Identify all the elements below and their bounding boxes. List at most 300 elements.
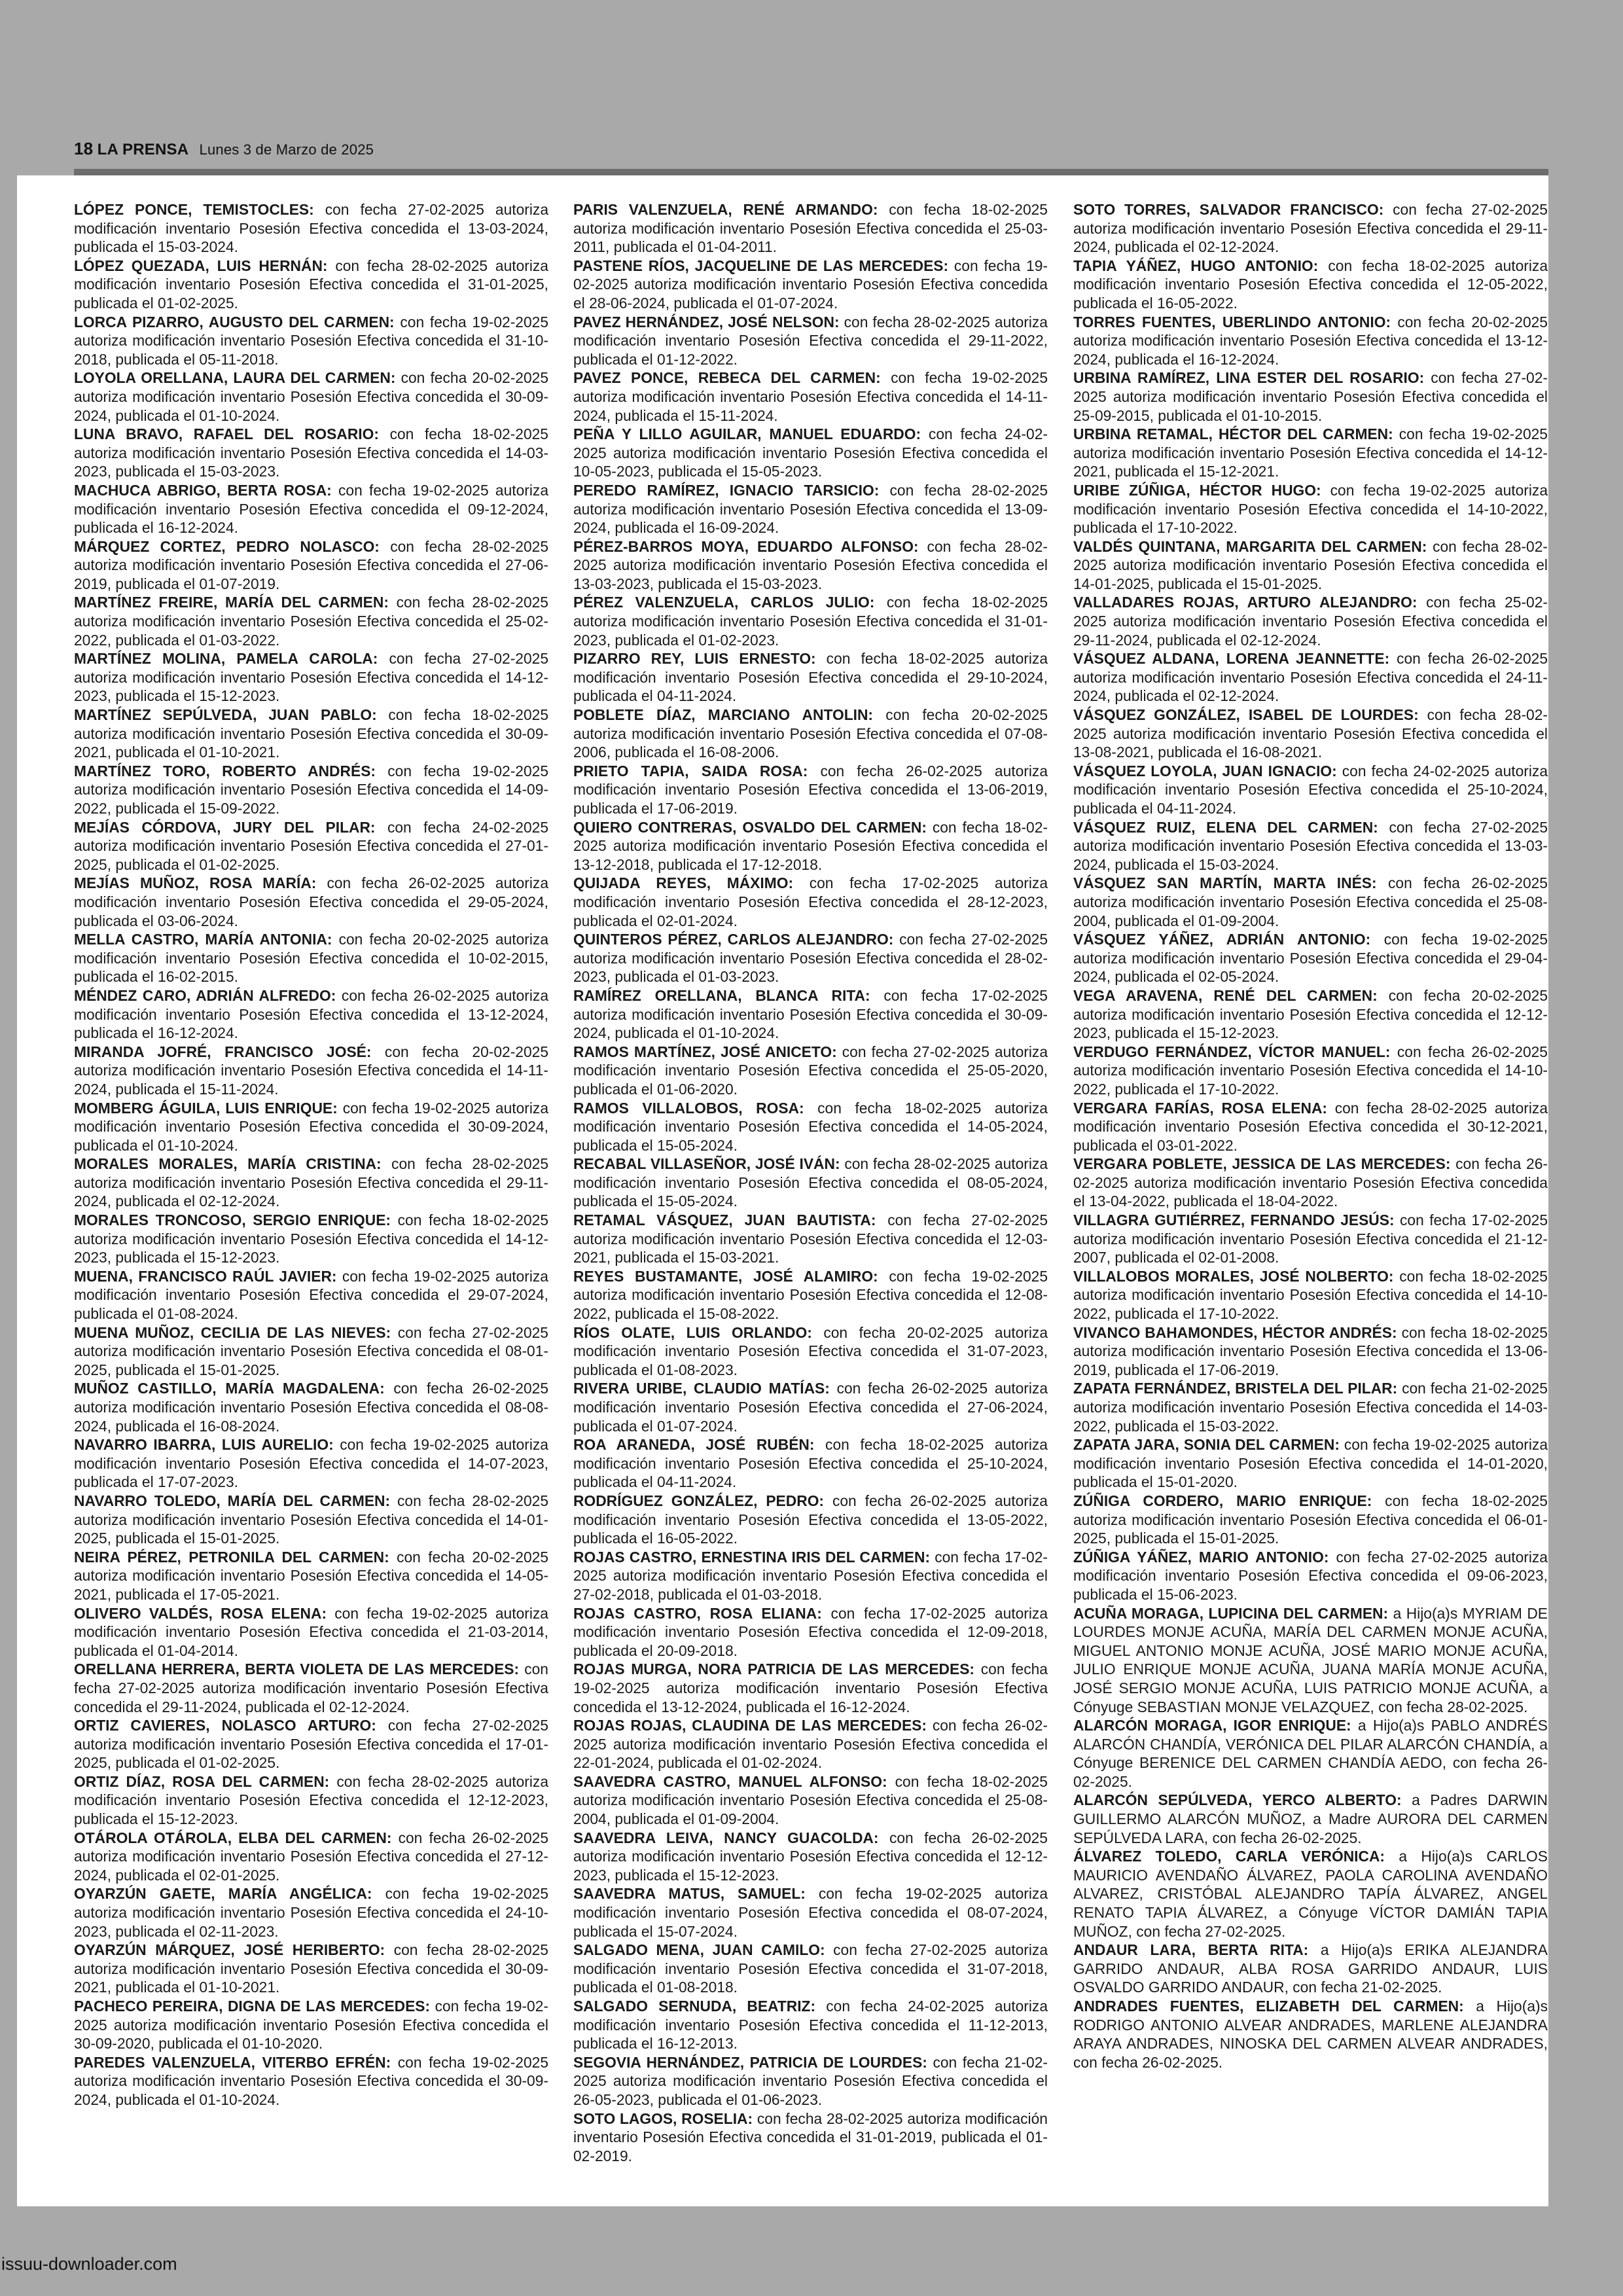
notice-name: OYARZÚN GAETE, MARÍA ANGÉLICA:	[74, 1885, 372, 1903]
notice-text: con fecha 20-02-2025 autoriza modificación inventario Posesión Efectiva concedida el 12-12-2023, publicada el 15-12-2023.	[1073, 986, 1548, 1042]
notice-text: con fecha 28-02-2025 autoriza modificación inventario Posesión Efectiva concedida el 13-08-2021, publicada el 16-08-2021.	[1073, 706, 1548, 761]
notice-name: PEÑA Y LILLO AGUILAR, MANUEL EDUARDO:	[573, 425, 921, 443]
notice-text: con fecha 18-02-2025 autoriza modificación inventario Posesión Efectiva concedida el 14-10-2022, publicada el 17-10-2022.	[1073, 1267, 1548, 1323]
notice-entry	[74, 425, 548, 481]
notice-name: ALARCÓN SEPÚLVEDA, YERCO ALBERTO:	[1073, 1791, 1402, 1809]
notice-entry	[1073, 257, 1548, 313]
notice-text: con fecha 28-02-2025 autoriza modificación inventario Posesión Efectiva concedida el 13-09-2024, publicada el 16-09-2024.	[573, 481, 1048, 537]
notice-name: LÓPEZ QUEZADA, LUIS HERNÁN:	[74, 257, 328, 274]
notice-entry	[74, 1211, 548, 1267]
notice-name: LÓPEZ PONCE, TEMISTOCLES:	[74, 201, 314, 218]
notice-entry	[74, 1492, 548, 1548]
notice-name: OTÁROLA OTÁROLA, ELBA DEL CARMEN:	[74, 1829, 392, 1846]
notice-entry	[573, 257, 1048, 313]
notice-name: PARIS VALENZUELA, RENÉ ARMANDO:	[573, 201, 878, 218]
notice-name: LUNA BRAVO, RAFAEL DEL ROSARIO:	[74, 425, 379, 443]
notice-entry	[74, 1716, 548, 1772]
notice-text: con fecha 19-02-2025 autoriza modificación inventario Posesión Efectiva concedida el 21-03-2014, publicada el 01-04-2014.	[74, 1604, 548, 1659]
notice-name: MUENA MUÑOZ, CECILIA DE LAS NIEVES:	[74, 1323, 391, 1341]
notice-text: con fecha 27-02-2025 autoriza modificación inventario Posesión Efectiva concedida el 14-12-2023, publicada el 15-12-2023.	[74, 650, 548, 705]
notice-text: con fecha 18-02-2025 autoriza modificación inventario Posesión Efectiva concedida el 25-08-2004, publicada el 01-09-2004.	[573, 1772, 1048, 1828]
notice-name: VÁSQUEZ SAN MARTÍN, MARTA INÉS:	[1073, 874, 1377, 892]
notice-name: SAAVEDRA CASTRO, MANUEL ALFONSO:	[573, 1772, 887, 1790]
notice-name: SAAVEDRA MATUS, SAMUEL:	[573, 1885, 806, 1903]
notice-entry	[573, 1492, 1048, 1548]
notice-name: OLIVERO VALDÉS, ROSA ELENA:	[74, 1604, 327, 1622]
notice-entry	[74, 368, 548, 425]
notice-text: con fecha 19-02-2025 autoriza modificación inventario Posesión Efectiva concedida el 14-01-2020, publicada el 15-01-2020.	[1073, 1436, 1548, 1491]
notice-text: con fecha 28-02-2025 autoriza modificación inventario Posesión Efectiva concedida el 29-11-2022, publicada el 01-12-2022.	[573, 313, 1048, 368]
notice-text: con fecha 20-02-2025 autoriza modificación inventario Posesión Efectiva concedida el 14-11-2024, publicada el 15-11-2024.	[74, 1043, 549, 1098]
notice-entry	[74, 1604, 548, 1660]
notice-text: con fecha 19-02-2025 autoriza modificación inventario Posesión Efectiva concedida el 14-12-2021, publicada el 15-12-2021.	[1073, 425, 1548, 480]
notice-text: con fecha 27-02-2025 autoriza modificación inventario Posesión Efectiva concedida el 09-06-2023, publicada el 15-06-2023.	[1073, 1548, 1548, 1603]
notice-text: a Hijo(a)s PABLO ANDRÉS ALARCÓN CHANDÍA, VERÓNICA DEL PILAR ALARCÓN CHANDÍA, a Cónyuge BERENICE DEL CARMEN CHANDÍA AEDO, con fecha 26-02-2025.	[1073, 1717, 1548, 1790]
notice-entry	[74, 1043, 548, 1099]
notice-name: MARTÍNEZ MOLINA, PAMELA CAROLA:	[74, 650, 378, 668]
notice-text: con fecha 28-02-2025 autoriza modificación inventario Posesión Efectiva concedida el 29-11-2024, publicada el 02-12-2024.	[74, 1155, 548, 1210]
notice-text: con fecha 28-02-2025 autoriza modificación inventario Posesión Efectiva concedida el 31-01-2025, publicada el 01-02-2025.	[74, 257, 548, 312]
notice-name: ALARCÓN MORAGA, IGOR ENRIQUE:	[1073, 1717, 1351, 1734]
notice-entry	[74, 481, 548, 537]
notice-entry	[74, 257, 548, 313]
notice-text: con fecha 24-02-2025 autoriza modificación inventario Posesión Efectiva concedida el 11-12-2013, publicada el 16-12-2013.	[573, 1998, 1048, 2053]
notice-entry	[1073, 1267, 1548, 1323]
notice-text: con fecha 28-02-2025 autoriza modificación inventario Posesión Efectiva concedida el 30-09-2021, publicada el 01-10-2021.	[74, 1941, 548, 1996]
notice-entry	[74, 1267, 548, 1323]
notice-name: MEJÍAS CÓRDOVA, JURY DEL PILAR:	[74, 818, 376, 836]
notice-entry	[74, 537, 548, 594]
notice-text: con fecha 24-02-2025 autoriza modificación inventario Posesión Efectiva concedida el 10-05-2023, publicada el 15-05-2023.	[573, 425, 1048, 480]
notice-entry	[1073, 1435, 1548, 1492]
notice-text: con fecha 18-02-2025 autoriza modificación inventario Posesión Efectiva concedida el 25-03-2011, publicada el 01-04-2011.	[573, 201, 1048, 256]
notice-text: con fecha 18-02-2025 autoriza modificación inventario Posesión Efectiva concedida el 29-10-2024, publicada el 04-11-2024.	[573, 650, 1048, 705]
notice-name: ÁLVAREZ TOLEDO, CARLA VERÓNICA:	[1073, 1848, 1385, 1865]
notice-text: con fecha 20-02-2025 autoriza modificación inventario Posesión Efectiva concedida el 07-08-2006, publicada el 16-08-2006.	[573, 706, 1048, 761]
notice-entry	[74, 649, 548, 706]
notice-entry	[573, 2109, 1048, 2166]
notice-text: a Padres DARWIN GUILLERMO ALARCÓN MUÑOZ, a Madre AURORA DEL CARMEN SEPÚLVEDA LARA, con fecha 26-02-2025.	[1073, 1791, 1548, 1846]
notice-name: VÁSQUEZ RUIZ, ELENA DEL CARMEN:	[1073, 818, 1378, 836]
notice-name: OYARZÚN MÁRQUEZ, JOSÉ HERIBERTO:	[74, 1941, 385, 1959]
notice-entry	[573, 1604, 1048, 1660]
notice-name: MORALES TRONCOSO, SERGIO ENRIQUE:	[74, 1211, 391, 1229]
notice-text: con fecha 17-02-2025 autoriza modificación inventario Posesión Efectiva concedida el 12-09-2018, publicada el 20-09-2018.	[573, 1604, 1048, 1659]
notice-name: TORRES FUENTES, UBERLINDO ANTONIO:	[1073, 313, 1391, 331]
notice-name: VILLAGRA GUTIÉRREZ, FERNANDO JESÚS:	[1073, 1211, 1395, 1229]
notice-text: con fecha 19-02-2025 autoriza modificación inventario Posesión Efectiva concedida el 30-09-2024, publicada el 01-10-2024.	[74, 1099, 548, 1154]
issue-date: Lunes 3 de Marzo de 2025	[199, 141, 374, 158]
notice-name: PÉREZ-BARROS MOYA, EDUARDO ALFONSO:	[573, 537, 919, 555]
notice-entry	[1073, 818, 1548, 874]
notice-entry	[1073, 1997, 1548, 2072]
notice-entry	[1073, 425, 1548, 481]
column-1	[74, 200, 548, 2109]
notice-entry	[1073, 1043, 1548, 1099]
notice-entry	[74, 1772, 548, 1829]
notice-name: RAMOS MARTÍNEZ, JOSÉ ANICETO:	[573, 1043, 837, 1060]
notice-entry	[1073, 874, 1548, 930]
notice-text: con fecha 27-02-2025 autoriza modificación inventario Posesión Efectiva concedida el 29-11-2024, publicada el 02-12-2024.	[74, 1660, 548, 1715]
notice-text: con fecha 26-02-2025 autoriza modificación inventario Posesión Efectiva concedida el 13-06-2019, publicada el 17-06-2019.	[573, 762, 1048, 817]
notice-entry	[1073, 1155, 1548, 1211]
notice-entry	[1073, 537, 1548, 594]
notice-name: VÁSQUEZ GONZÁLEZ, ISABEL DE LOURDES:	[1073, 706, 1419, 724]
notice-entry	[1073, 1379, 1548, 1435]
notice-name: PAVEZ PONCE, REBECA DEL CARMEN:	[573, 369, 881, 387]
notice-text: con fecha 19-02-2025 autoriza modificación inventario Posesión Efectiva concedida el 14-11-2024, publicada el 15-11-2024.	[573, 369, 1048, 424]
notice-text: con fecha 27-02-2025 autoriza modificación inventario Posesión Efectiva concedida el 13-03-2024, publicada el 15-03-2024.	[1073, 818, 1548, 873]
notice-name: ROA ARANEDA, JOSÉ RUBÉN:	[573, 1436, 815, 1454]
notice-text: con fecha 26-02-2025 autoriza modificación inventario Posesión Efectiva concedida el 24-11-2024, publicada el 02-12-2024.	[1073, 650, 1548, 705]
notice-text: con fecha 28-02-2025 autoriza modificación inventario Posesión Efectiva concedida el 27-06-2019, publicada el 01-07-2019.	[74, 537, 549, 592]
notice-entry	[1073, 986, 1548, 1043]
notice-text: con fecha 28-02-2025 autoriza modificación inventario Posesión Efectiva concedida el 12-12-2023, publicada el 15-12-2023.	[74, 1772, 548, 1828]
notice-text: con fecha 19-02-2025 autoriza modificación inventario Posesión Efectiva concedida el 29-04-2024, publicada el 02-05-2024.	[1073, 931, 1548, 986]
notice-entry	[74, 930, 548, 986]
notice-name: MARTÍNEZ FREIRE, MARÍA DEL CARMEN:	[74, 594, 389, 611]
notice-name: SAAVEDRA LEIVA, NANCY GUACOLDA:	[573, 1829, 879, 1846]
notice-text: con fecha 27-02-2025 autoriza modificación inventario Posesión Efectiva concedida el 25-09-2015, publicada el 01-10-2015.	[1073, 369, 1548, 424]
notice-name: PAREDES VALENZUELA, VITERBO EFRÉN:	[74, 2053, 391, 2071]
newspaper-name: LA PRENSA	[97, 141, 189, 158]
notice-text: con fecha 27-02-2025 autoriza modificación inventario Posesión Efectiva concedida el 13-03-2024, publicada el 15-03-2024.	[74, 201, 548, 256]
notice-name: SOTO TORRES, SALVADOR FRANCISCO:	[1073, 201, 1384, 218]
notice-name: RETAMAL VÁSQUEZ, JUAN BAUTISTA:	[573, 1211, 876, 1229]
notice-entry	[74, 1941, 548, 1997]
notice-entry	[74, 1323, 548, 1380]
notice-name: MUÑOZ CASTILLO, MARÍA MAGDALENA:	[74, 1380, 385, 1397]
notice-name: RECABAL VILLASEÑOR, JOSÉ IVÁN:	[573, 1155, 840, 1173]
notice-entry	[573, 986, 1048, 1043]
notice-entry	[573, 593, 1048, 649]
notice-text: con fecha 20-02-2025 autoriza modificación inventario Posesión Efectiva concedida el 10-02-2015, publicada el 16-02-2015.	[74, 931, 549, 986]
notice-entry	[1073, 1548, 1548, 1604]
notice-text: con fecha 18-02-2025 autoriza modificación inventario Posesión Efectiva concedida el 06-01-2025, publicada el 15-01-2025.	[1073, 1492, 1548, 1547]
notice-text: a Hijo(a)s CARLOS MAURICIO AVENDAÑO ÁLVAREZ, PAOLA CAROLINA AVENDAÑO ALVAREZ, CRISTÓBAL ALEJANDRO TAPÍA ÁLVAREZ, ANGEL RENATO TAPIA ÁLVAREZ, a Cónyuge VÍCTOR DAMIÁN TAPIA MUÑOZ, con fecha 27-02-2025.	[1073, 1848, 1548, 1940]
notice-text: con fecha 21-02-2025 autoriza modificación inventario Posesión Efectiva concedida el 26-05-2023, publicada el 01-06-2023.	[573, 2053, 1048, 2108]
notice-entry	[74, 762, 548, 818]
notice-name: MÁRQUEZ CORTEZ, PEDRO NOLASCO:	[74, 537, 380, 555]
notice-name: PIZARRO REY, LUIS ERNESTO:	[573, 650, 816, 668]
notice-entry	[1073, 1099, 1548, 1155]
notice-name: MACHUCA ABRIGO, BERTA ROSA:	[74, 481, 332, 499]
notice-name: RAMÍREZ ORELLANA, BLANCA RITA:	[573, 986, 870, 1004]
notice-name: MIRANDA JOFRÉ, FRANCISCO JOSÉ:	[74, 1043, 372, 1060]
notice-text: con fecha 19-02-2025 autoriza modificación inventario Posesión Efectiva concedida el 13-12-2024, publicada el 16-12-2024.	[573, 1660, 1048, 1715]
notice-name: PÉREZ VALENZUELA, CARLOS JULIO:	[573, 594, 875, 611]
notice-text: con fecha 18-02-2025 autoriza modificación inventario Posesión Efectiva concedida el 14-12-2023, publicada el 15-12-2023.	[74, 1211, 548, 1266]
notice-text: con fecha 26-02-2025 autoriza modificación inventario Posesión Efectiva concedida el 29-05-2024, publicada el 03-06-2024.	[74, 874, 548, 929]
notice-text: con fecha 19-02-2025 autoriza modificación inventario Posesión Efectiva concedida el 14-07-2023, publicada el 17-07-2023.	[74, 1436, 548, 1491]
notice-text: con fecha 27-02-2025 autoriza modificación inventario Posesión Efectiva concedida el 25-05-2020, publicada el 01-06-2020.	[573, 1043, 1048, 1098]
notice-entry	[573, 1267, 1048, 1323]
notice-entry	[573, 2053, 1048, 2109]
notice-entry	[573, 874, 1048, 930]
notice-name: ROJAS MURGA, NORA PATRICIA DE LAS MERCEDES:	[573, 1660, 975, 1678]
notice-name: ZÚÑIGA YÁÑEZ, MARIO ANTONIO:	[1073, 1548, 1329, 1566]
notice-text: con fecha 28-02-2025 autoriza modificación inventario Posesión Efectiva concedida el 30-12-2021, publicada el 03-01-2022.	[1073, 1099, 1548, 1154]
notice-entry	[74, 313, 548, 369]
notice-entry	[573, 481, 1048, 537]
notice-text: con fecha 20-02-2025 autoriza modificación inventario Posesión Efectiva concedida el 30-09-2024, publicada el 01-10-2024.	[74, 369, 548, 424]
notice-name: ANDRADES FUENTES, ELIZABETH DEL CARMEN:	[1073, 1998, 1464, 2015]
notice-name: REYES BUSTAMANTE, JOSÉ ALAMIRO:	[573, 1267, 878, 1285]
notice-name: SEGOVIA HERNÁNDEZ, PATRICIA DE LOURDES:	[573, 2053, 927, 2071]
notice-entry	[74, 1155, 548, 1211]
notice-entry	[1073, 1791, 1548, 1847]
notice-entry	[573, 1548, 1048, 1604]
notice-text: con fecha 19-02-2025 autoriza modificación inventario Posesión Efectiva concedida el 24-10-2023, publicada el 02-11-2023.	[74, 1885, 549, 1940]
notice-name: VEGA ARAVENA, RENÉ DEL CARMEN:	[1073, 986, 1378, 1004]
notice-name: ROJAS CASTRO, ROSA ELIANA:	[573, 1604, 822, 1622]
notice-text: con fecha 28-02-2025 autoriza modificación inventario Posesión Efectiva concedida el 14-01-2025, publicada el 15-01-2025.	[1073, 537, 1548, 592]
notice-name: SOTO LAGOS, ROSELIA:	[573, 2109, 753, 2127]
notice-name: NAVARRO IBARRA, LUIS AURELIO:	[74, 1436, 334, 1454]
notice-text: con fecha 26-02-2025 autoriza modificación inventario Posesión Efectiva concedida el 08-08-2024, publicada el 16-08-2024.	[74, 1380, 548, 1435]
notice-entry	[573, 1211, 1048, 1267]
notice-name: VALLADARES ROJAS, ARTURO ALEJANDRO:	[1073, 594, 1418, 611]
notice-name: URBINA RETAMAL, HÉCTOR DEL CARMEN:	[1073, 425, 1393, 443]
notice-name: RIVERA URIBE, CLAUDIO MATÍAS:	[573, 1380, 830, 1397]
notice-text: con fecha 26-02-2025 autoriza modificación inventario Posesión Efectiva concedida el 14-10-2022, publicada el 17-10-2022.	[1073, 1043, 1548, 1098]
notice-entry	[573, 1043, 1048, 1099]
notice-name: VIVANCO BAHAMONDES, HÉCTOR ANDRÉS:	[1073, 1323, 1397, 1341]
notice-text: con fecha 26-02-2025 autoriza modificación inventario Posesión Efectiva concedida el 13-04-2022, publicada el 18-04-2022.	[1073, 1155, 1548, 1210]
notice-text: con fecha 24-02-2025 autoriza modificación inventario Posesión Efectiva concedida el 25-10-2024, publicada el 04-11-2024.	[1073, 762, 1548, 817]
notice-entry	[1073, 1716, 1548, 1791]
notice-name: SALGADO MENA, JUAN CAMILO:	[573, 1941, 825, 1959]
notice-name: PASTENE RÍOS, JACQUELINE DE LAS MERCEDES:	[573, 257, 949, 274]
notice-text: con fecha 18-02-2025 autoriza modificación inventario Posesión Efectiva concedida el 13-12-2018, publicada el 17-12-2018.	[573, 818, 1048, 873]
notice-name: URBINA RAMÍREZ, LINA ESTER DEL ROSARIO:	[1073, 369, 1425, 387]
notice-entry	[74, 874, 548, 930]
notice-text: con fecha 21-02-2025 autoriza modificación inventario Posesión Efectiva concedida el 14-03-2022, publicada el 15-03-2022.	[1073, 1380, 1548, 1435]
notice-name: ORELLANA HERRERA, BERTA VIOLETA DE LAS MERCEDES:	[74, 1660, 520, 1678]
notice-text: con fecha 27-02-2025 autoriza modificación inventario Posesión Efectiva concedida el 31-07-2018, publicada el 01-08-2018.	[573, 1941, 1048, 1996]
notice-text: con fecha 28-02-2025 autoriza modificación inventario Posesión Efectiva concedida el 25-02-2022, publicada el 01-03-2022.	[74, 594, 548, 649]
notice-entry	[74, 1379, 548, 1435]
notice-entry	[74, 986, 548, 1043]
notice-text: con fecha 20-02-2025 autoriza modificación inventario Posesión Efectiva concedida el 31-07-2023, publicada el 01-08-2023.	[573, 1323, 1048, 1378]
notice-entry	[1073, 481, 1548, 537]
notice-text: con fecha 19-02-2025 autoriza modificación inventario Posesión Efectiva concedida el 14-10-2022, publicada el 17-10-2022.	[1073, 481, 1548, 537]
notice-text: con fecha 19-02-2025 autoriza modificación inventario Posesión Efectiva concedida el 29-07-2024, publicada el 01-08-2024.	[74, 1267, 548, 1323]
notice-entry	[1073, 368, 1548, 425]
notice-name: QUIJADA REYES, MÁXIMO:	[573, 874, 794, 892]
notice-text: con fecha 18-02-2025 autoriza modificación inventario Posesión Efectiva concedida el 14-03-2023, publicada el 15-03-2023.	[74, 425, 548, 480]
notice-name: VALDÉS QUINTANA, MARGARITA DEL CARMEN:	[1073, 537, 1427, 555]
notice-entry	[74, 2053, 548, 2109]
notice-name: MARTÍNEZ TORO, ROBERTO ANDRÉS:	[74, 762, 376, 780]
notice-text: con fecha 27-02-2025 autoriza modificación inventario Posesión Efectiva concedida el 12-03-2021, publicada el 15-03-2021.	[573, 1211, 1048, 1266]
notice-entry	[1073, 593, 1548, 649]
notice-name: ACUÑA MORAGA, LUPICINA DEL CARMEN:	[1073, 1604, 1389, 1622]
notice-name: PACHECO PEREIRA, DIGNA DE LAS MERCEDES:	[74, 1998, 431, 2015]
notice-text: con fecha 19-02-2025 autoriza modificación inventario Posesión Efectiva concedida el 28-06-2024, publicada el 01-07-2024.	[573, 257, 1048, 312]
notice-text: con fecha 17-02-2025 autoriza modificación inventario Posesión Efectiva concedida el 28-12-2023, publicada el 02-01-2024.	[573, 874, 1048, 929]
notice-entry	[74, 1884, 548, 1941]
notice-text: con fecha 19-02-2025 autoriza modificación inventario Posesión Efectiva concedida el 08-07-2024, publicada el 15-07-2024.	[573, 1885, 1048, 1940]
page-header	[74, 139, 374, 159]
notice-entry	[573, 368, 1048, 425]
notice-name: VILLALOBOS MORALES, JOSÉ NOLBERTO:	[1073, 1267, 1394, 1285]
notice-text: con fecha 19-02-2025 autoriza modificación inventario Posesión Efectiva concedida el 12-08-2022, publicada el 15-08-2022.	[573, 1267, 1048, 1323]
notice-text: con fecha 18-02-2025 autoriza modificación inventario Posesión Efectiva concedida el 14-05-2024, publicada el 15-05-2024.	[573, 1099, 1048, 1154]
notice-entry	[573, 313, 1048, 369]
notice-entry	[573, 1884, 1048, 1941]
notice-text: con fecha 26-02-2025 autoriza modificación inventario Posesión Efectiva concedida el 25-08-2004, publicada el 01-09-2004.	[1073, 874, 1548, 929]
notice-text: con fecha 20-02-2025 autoriza modificación inventario Posesión Efectiva concedida el 14-05-2021, publicada el 17-05-2021.	[74, 1548, 548, 1603]
notice-name: ZÚÑIGA CORDERO, MARIO ENRIQUE:	[1073, 1492, 1372, 1509]
notice-entry	[573, 930, 1048, 986]
notice-text: con fecha 26-02-2025 autoriza modificación inventario Posesión Efectiva concedida el 22-01-2024, publicada el 01-02-2024.	[573, 1717, 1048, 1772]
notice-name: SALGADO SERNUDA, BEATRIZ:	[573, 1998, 816, 2015]
notice-entry	[1073, 1847, 1548, 1941]
notice-entry	[573, 1941, 1048, 1997]
notice-text: con fecha 24-02-2025 autoriza modificación inventario Posesión Efectiva concedida el 27-01-2025, publicada el 01-02-2025.	[74, 818, 548, 873]
notice-name: ANDAUR LARA, BERTA RITA:	[1073, 1941, 1309, 1959]
notice-entry	[573, 1155, 1048, 1211]
notice-name: MÉNDEZ CARO, ADRIÁN ALFREDO:	[74, 986, 336, 1004]
notice-entry	[74, 1997, 548, 2053]
notice-text: con fecha 18-02-2025 autoriza modificación inventario Posesión Efectiva concedida el 12-05-2022, publicada el 16-05-2022.	[1073, 257, 1548, 312]
notice-entry	[573, 1435, 1048, 1492]
notice-name: PRIETO TAPIA, SAIDA ROSA:	[573, 762, 808, 780]
notice-text: con fecha 26-02-2025 autoriza modificación inventario Posesión Efectiva concedida el 12-12-2023, publicada el 15-12-2023.	[573, 1829, 1048, 1884]
notice-text: con fecha 18-02-2025 autoriza modificación inventario Posesión Efectiva concedida el 31-01-2023, publicada el 01-02-2023.	[573, 594, 1048, 649]
notice-name: VÁSQUEZ LOYOLA, JUAN IGNACIO:	[1073, 762, 1337, 780]
notice-text: con fecha 26-02-2025 autoriza modificación inventario Posesión Efectiva concedida el 27-12-2024, publicada el 02-01-2025.	[74, 1829, 549, 1884]
notice-text: con fecha 26-02-2025 autoriza modificación inventario Posesión Efectiva concedida el 27-06-2024, publicada el 01-07-2024.	[573, 1380, 1048, 1435]
notice-text: con fecha 27-02-2025 autoriza modificación inventario Posesión Efectiva concedida el 28-02-2023, publicada el 01-03-2023.	[573, 931, 1048, 986]
notice-entry	[573, 1660, 1048, 1716]
notice-text: con fecha 28-02-2025 autoriza modificación inventario Posesión Efectiva concedida el 08-05-2024, publicada el 15-05-2024.	[573, 1155, 1048, 1210]
notice-entry	[573, 649, 1048, 706]
notice-entry	[1073, 762, 1548, 818]
notice-entry	[1073, 1492, 1548, 1548]
notice-name: RÍOS OLATE, LUIS ORLANDO:	[573, 1323, 812, 1341]
notice-name: MELLA CASTRO, MARÍA ANTONIA:	[74, 931, 332, 948]
notice-name: PEREDO RAMÍREZ, IGNACIO TARSICIO:	[573, 481, 880, 499]
notice-text: con fecha 17-02-2025 autoriza modificación inventario Posesión Efectiva concedida el 30-09-2024, publicada el 01-10-2024.	[573, 986, 1048, 1042]
notice-text: con fecha 27-02-2025 autoriza modificación inventario Posesión Efectiva concedida el 29-11-2024, publicada el 02-12-2024.	[1073, 201, 1548, 256]
notice-name: RAMOS VILLALOBOS, ROSA:	[573, 1099, 804, 1117]
notice-name: TAPIA YÁÑEZ, HUGO ANTONIO:	[1073, 257, 1319, 274]
notice-entry	[573, 1772, 1048, 1829]
notice-name: LORCA PIZARRO, AUGUSTO DEL CARMEN:	[74, 313, 395, 331]
notice-text: con fecha 28-02-2025 autoriza modificación inventario Posesión Efectiva concedida el 14-01-2025, publicada el 15-01-2025.	[74, 1492, 548, 1547]
notice-name: VERGARA POBLETE, JESSICA DE LAS MERCEDES:	[1073, 1155, 1451, 1173]
notice-text: a Hijo(a)s ERIKA ALEJANDRA GARRIDO ANDAUR, ALBA ROSA GARRIDO ANDAUR, LUIS OSVALDO GARRIDO ANDAUR, con fecha 21-02-2025.	[1073, 1941, 1548, 1996]
notice-text: con fecha 18-02-2025 autoriza modificación inventario Posesión Efectiva concedida el 13-06-2019, publicada el 17-06-2019.	[1073, 1323, 1548, 1378]
notice-name: QUINTEROS PÉREZ, CARLOS ALEJANDRO:	[573, 931, 894, 948]
notice-name: NEIRA PÉREZ, PETRONILA DEL CARMEN:	[74, 1548, 389, 1566]
notice-entry	[74, 200, 548, 257]
notice-entry	[573, 762, 1048, 818]
notice-name: VERDUGO FERNÁNDEZ, VÍCTOR MANUEL:	[1073, 1043, 1391, 1060]
page-number: 18	[74, 139, 94, 158]
notice-entry	[573, 425, 1048, 481]
notice-name: NAVARRO TOLEDO, MARÍA DEL CARMEN:	[74, 1492, 391, 1509]
notice-entry	[573, 1829, 1048, 1885]
header-rule	[74, 169, 1548, 175]
notice-entry	[573, 537, 1048, 594]
notice-name: MEJÍAS MUÑOZ, ROSA MARÍA:	[74, 874, 317, 892]
notice-text: con fecha 18-02-2025 autoriza modificación inventario Posesión Efectiva concedida el 30-09-2021, publicada el 01-10-2021.	[74, 706, 548, 761]
notice-entry	[74, 593, 548, 649]
notice-entry	[573, 818, 1048, 874]
notice-name: MUENA, FRANCISCO RAÚL JAVIER:	[74, 1267, 337, 1285]
notice-entry	[1073, 1211, 1548, 1267]
notice-text: con fecha 25-02-2025 autoriza modificación inventario Posesión Efectiva concedida el 29-11-2024, publicada el 02-12-2024.	[1073, 594, 1548, 649]
column-3	[1073, 200, 1548, 2072]
notice-name: ZAPATA JARA, SONIA DEL CARMEN:	[1073, 1436, 1340, 1454]
notice-entry	[1073, 1323, 1548, 1380]
notice-name: POBLETE DÍAZ, MARCIANO ANTOLIN:	[573, 706, 874, 724]
notice-entry	[573, 1997, 1048, 2053]
notice-name: VERGARA FARÍAS, ROSA ELENA:	[1073, 1099, 1328, 1117]
notice-name: VÁSQUEZ YÁÑEZ, ADRIÁN ANTONIO:	[1073, 931, 1371, 948]
notice-text: a Hijo(a)s MYRIAM DE LOURDES MONJE ACUÑA, MARÍA DEL CARMEN MONJE ACUÑA, MIGUEL ANTONIO MONJE ACUÑA, JOSÉ MARIO MONJE ACUÑA, JULIO ENRIQUE MONJE ACUÑA, JUANA MARÍA MONJE ACUÑA, JOSÉ SERGIO MONJE ACUÑA, LUIS PATRICIO MONJE ACUÑA, a Cónyuge SEBASTIAN MONJE VELAZQUEZ, con fecha 28-02-2025.	[1073, 1604, 1548, 1715]
notice-name: URIBE ZÚÑIGA, HÉCTOR HUGO:	[1073, 481, 1321, 499]
notice-name: VÁSQUEZ ALDANA, LORENA JEANNETTE:	[1073, 650, 1390, 668]
notice-text: con fecha 19-02-2025 autoriza modificación inventario Posesión Efectiva concedida el 30-09-2020, publicada el 01-10-2020.	[74, 1998, 549, 2053]
notice-entry	[1073, 200, 1548, 257]
notice-entry	[74, 1435, 548, 1492]
notice-name: LOYOLA ORELLANA, LAURA DEL CARMEN:	[74, 369, 396, 387]
notice-entry	[1073, 313, 1548, 369]
notice-entry	[1073, 1941, 1548, 1997]
notice-text: a Hijo(a)s RODRIGO ANTONIO ALVEAR ANDRADES, MARLENE ALEJANDRA ARAYA ANDRADES, NINOSKA DEL CARMEN ALVEAR ANDRADES, con fecha 26-02-2025.	[1073, 1998, 1548, 2071]
watermark-text: issuu-downloader.com	[1, 2254, 177, 2274]
notice-entry	[74, 706, 548, 762]
notice-text: con fecha 19-02-2025 autoriza modificación inventario Posesión Efectiva concedida el 30-09-2024, publicada el 01-10-2024.	[74, 2053, 549, 2108]
notice-text: con fecha 17-02-2025 autoriza modificación inventario Posesión Efectiva concedida el 27-02-2018, publicada el 01-03-2018.	[573, 1548, 1048, 1603]
notice-text: con fecha 19-02-2025 autoriza modificación inventario Posesión Efectiva concedida el 09-12-2024, publicada el 16-12-2024.	[74, 481, 548, 537]
notice-entry	[1073, 649, 1548, 706]
notice-entry	[74, 818, 548, 874]
notice-entry	[1073, 706, 1548, 762]
notice-text: con fecha 27-02-2025 autoriza modificación inventario Posesión Efectiva concedida el 08-01-2025, publicada el 15-01-2025.	[74, 1323, 548, 1378]
notice-name: MOMBERG ÁGUILA, LUIS ENRIQUE:	[74, 1099, 338, 1117]
notice-entry	[573, 1379, 1048, 1435]
notice-entry	[1073, 1604, 1548, 1717]
notice-name: MORALES MORALES, MARÍA CRISTINA:	[74, 1155, 382, 1173]
notice-entry	[573, 1099, 1048, 1155]
notice-text: con fecha 20-02-2025 autoriza modificación inventario Posesión Efectiva concedida el 13-12-2024, publicada el 16-12-2024.	[1073, 313, 1548, 368]
notice-name: ZAPATA FERNÁNDEZ, BRISTELA DEL PILAR:	[1073, 1380, 1398, 1397]
notice-name: MARTÍNEZ SEPÚLVEDA, JUAN PABLO:	[74, 706, 377, 724]
notice-entry	[74, 1829, 548, 1885]
notice-name: ROJAS ROJAS, CLAUDINA DE LAS MERCEDES:	[573, 1717, 927, 1734]
notice-entry	[573, 200, 1048, 257]
notice-text: con fecha 17-02-2025 autoriza modificación inventario Posesión Efectiva concedida el 21-12-2007, publicada el 02-01-2008.	[1073, 1211, 1548, 1266]
notice-entry	[573, 706, 1048, 762]
notice-entry	[573, 1323, 1048, 1380]
notice-text: con fecha 28-02-2025 autoriza modificación inventario Posesión Efectiva concedida el 31-01-2019, publicada el 01-02-2019.	[573, 2109, 1048, 2164]
notice-text: con fecha 19-02-2025 autoriza modificación inventario Posesión Efectiva concedida el 14-09-2022, publicada el 15-09-2022.	[74, 762, 548, 817]
notice-name: PAVEZ HERNÁNDEZ, JOSÉ NELSON:	[573, 313, 840, 331]
notice-text: con fecha 28-02-2025 autoriza modificación inventario Posesión Efectiva concedida el 13-03-2023, publicada el 15-03-2023.	[573, 537, 1048, 592]
notice-name: ROJAS CASTRO, ERNESTINA IRIS DEL CARMEN:	[573, 1548, 931, 1566]
notice-entry	[74, 1099, 548, 1155]
notice-name: ORTIZ DÍAZ, ROSA DEL CARMEN:	[74, 1772, 330, 1790]
notice-text: con fecha 27-02-2025 autoriza modificación inventario Posesión Efectiva concedida el 17-01-2025, publicada el 01-02-2025.	[74, 1717, 549, 1772]
notice-name: QUIERO CONTRERAS, OSVALDO DEL CARMEN:	[573, 818, 927, 836]
notice-text: con fecha 19-02-2025 autoriza modificación inventario Posesión Efectiva concedida el 31-10-2018, publicada el 05-11-2018.	[74, 313, 548, 368]
notice-entry	[74, 1548, 548, 1604]
